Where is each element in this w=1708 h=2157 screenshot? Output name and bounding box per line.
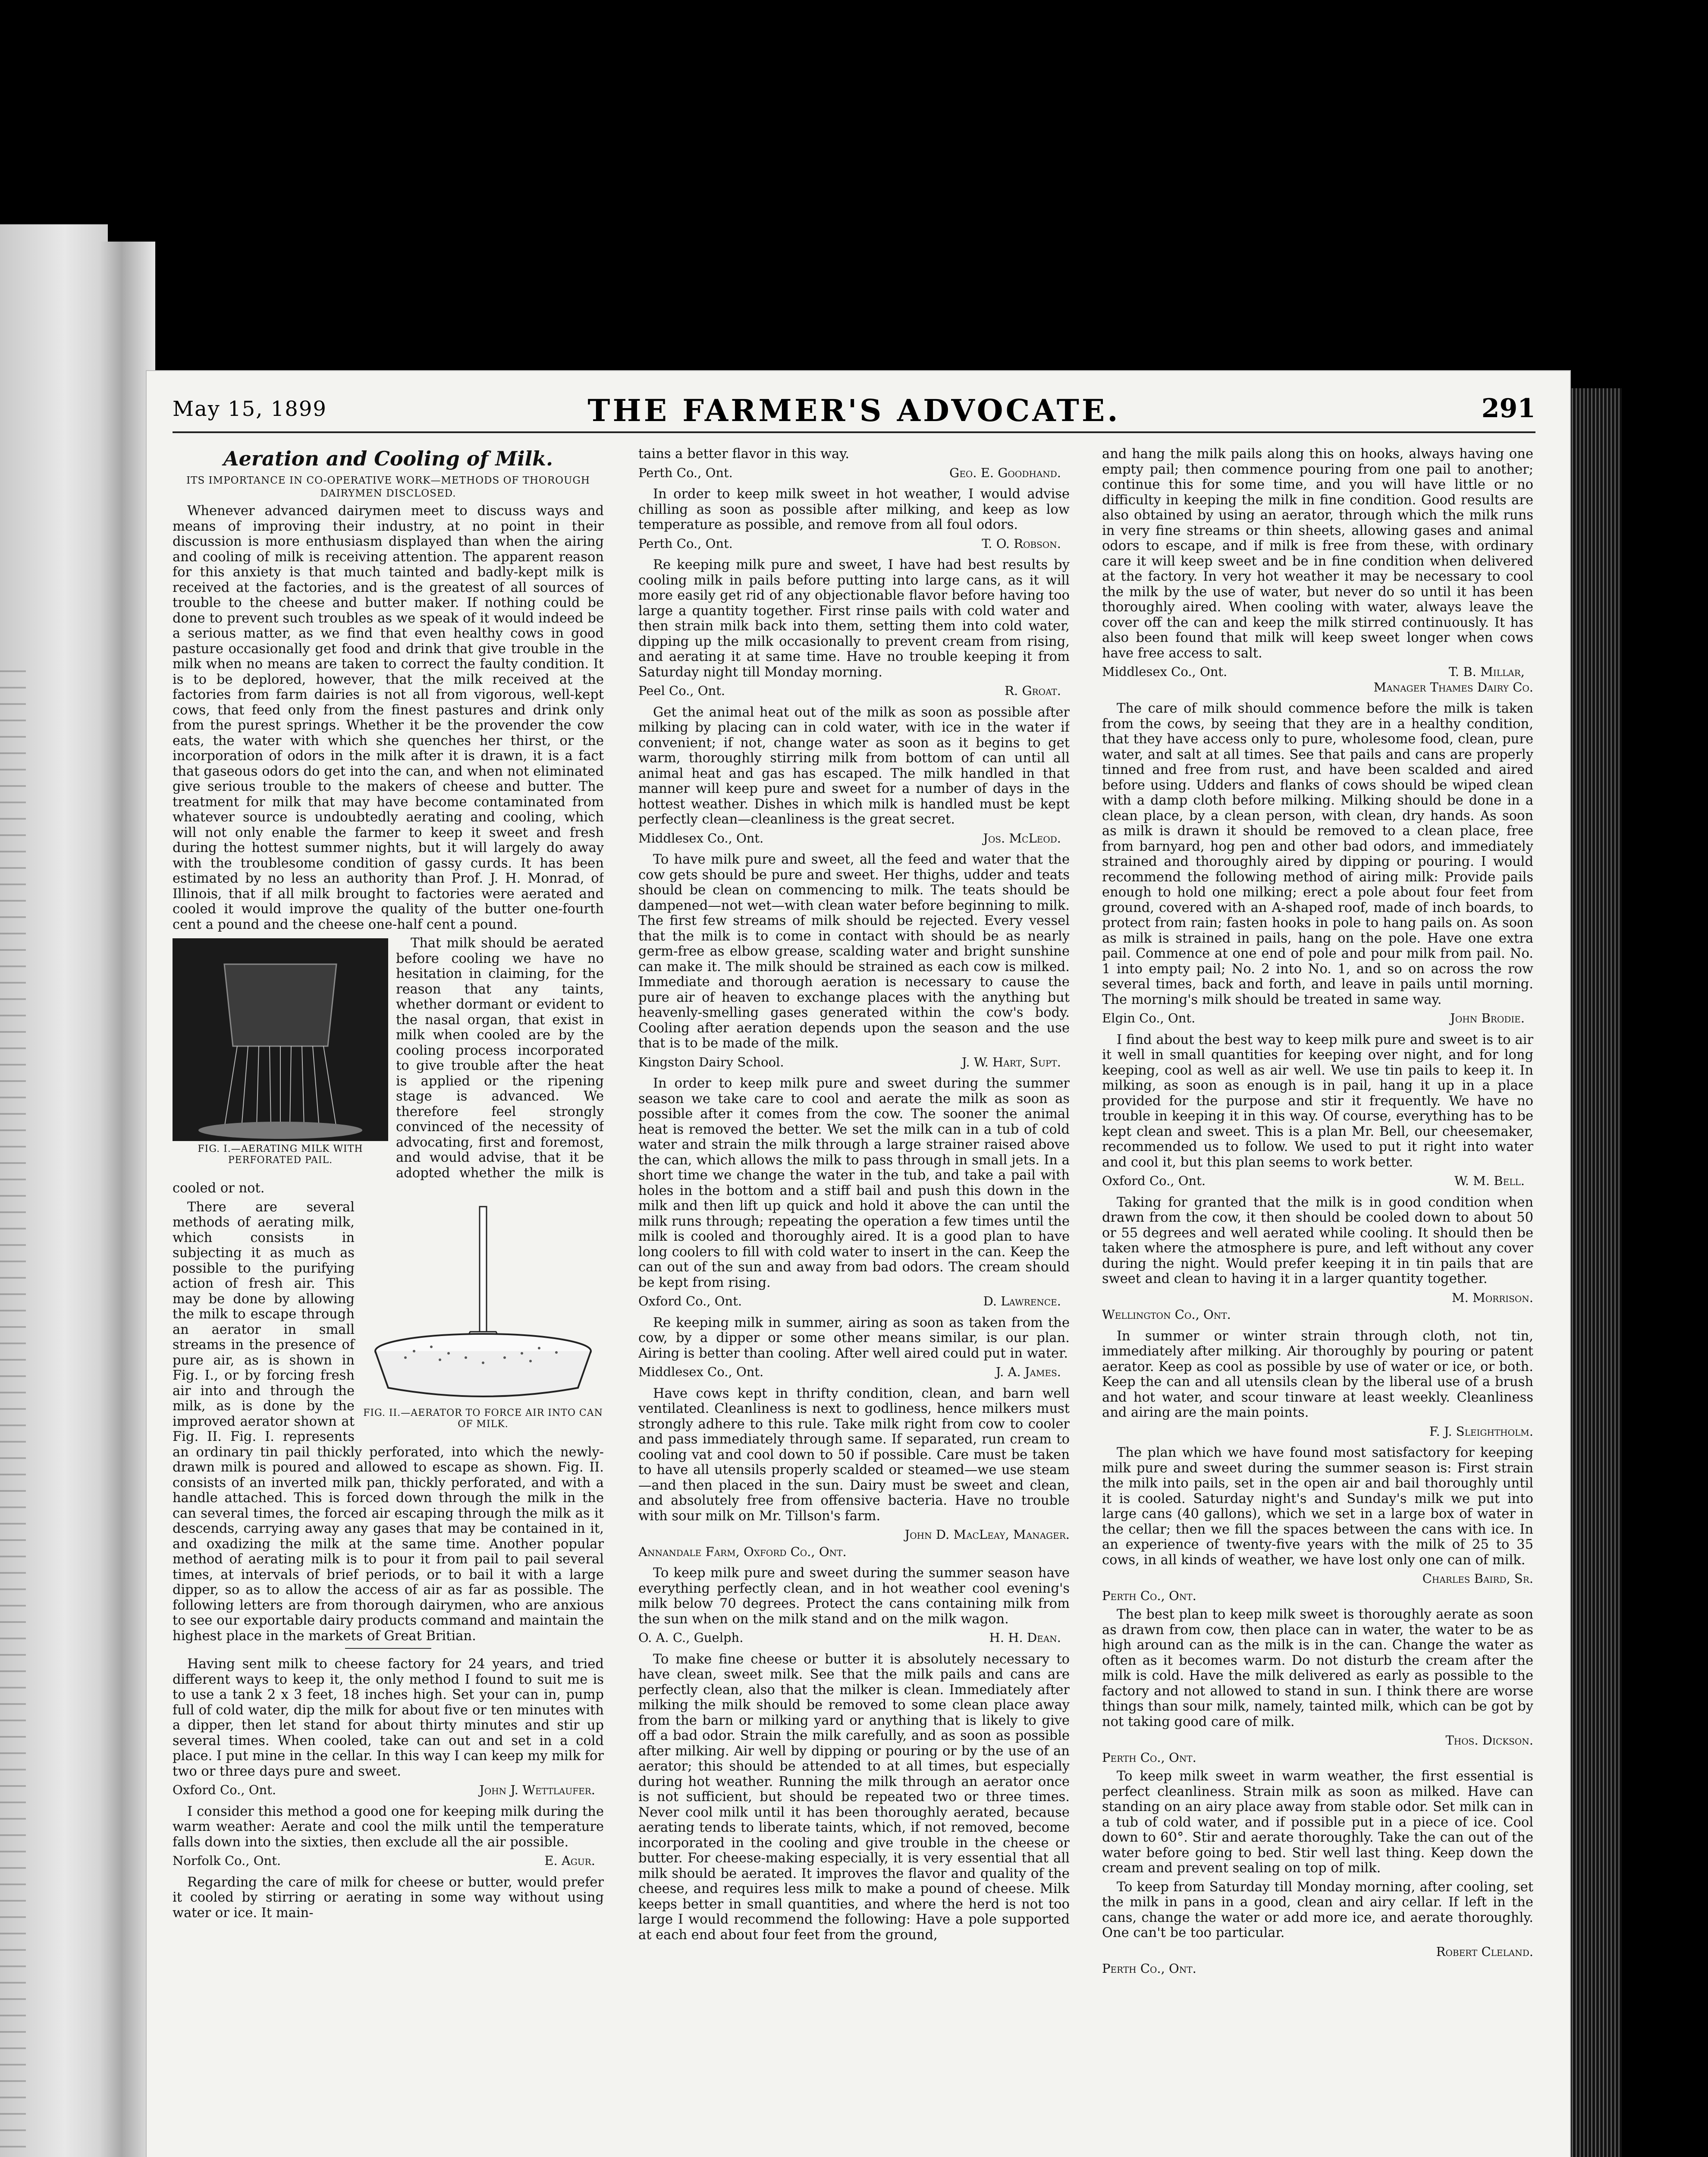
divider	[345, 1648, 431, 1649]
signature-name: F. J. Sleightholm.	[1429, 1424, 1533, 1439]
paragraph: Taking for granted that the milk is in good condition when drawn from the cow, it then should be cooled down to about 50 or 55 degrees and well aerated while cooling. It should then be taken where the atmosphere is pure, and left without any cover during the night. Would prefer keeping it in tin pails that are sweet and clean to having it in a larger quantity together.	[1102, 1195, 1533, 1286]
signature	[638, 536, 1070, 552]
column-2	[638, 446, 1070, 2157]
signature-place: Elgin Co., Ont.	[1102, 1011, 1196, 1025]
figure-1	[173, 938, 388, 1166]
paragraph: There are several methods of aerating milk, which consists in subjecting it as much as possible to the purifying action of fresh air. This may be done by allowing the milk to escape through an aerator in small streams in the presence of pure air, as is shown in Fig. I., or by forcing fresh air into and through the milk, as is done by the improved aerator shown at Fig. II. Fig. I. represents an ordinary tin pail thickly perforated, into which the newly-drawn milk is poured and allowed to escape as shown. Fig. II. consists of an inverted milk pan, thickly perforated, and with a handle attached. This is forced down through the milk in the can several times, the forced air escaping through the milk as it descends, carrying away any gases that may be contained in it, and oxadizing the milk at the same time. Another popular method of aerating milk is to pour it from pail to pail several times, at intervals of brief periods, or to bail it with a large dipper, so as to allow the access of air as far as possible. The following letters are from thorough dairymen, who are anxious to see our exportable dairy products command and maintain the highest place in the markets of Great Britian.	[173, 1199, 604, 1644]
paragraph: To keep from Saturday till Monday morning, after cooling, set the milk in pans in a good, clean and airy cellar. If left in the cans, change the water or add more ice, and aerate thoroughly. One can't be too particular.	[1102, 1879, 1533, 1940]
paragraph: I consider this method a good one for keeping milk during the warm weather: Aerate and cool the milk until the temperature falls down into the sixties, then exclude all the air possible.	[173, 1804, 604, 1850]
signature-name: John D. MacLeay, Manager.	[904, 1527, 1070, 1542]
figure-2	[362, 1202, 604, 1430]
signature	[638, 1055, 1070, 1070]
article-title: Aeration and Cooling of Milk.	[223, 447, 553, 470]
paragraph: Whenever advanced dairymen meet to discuss ways and means of improving their industry, at no point in their discussion is more enthusiasm displayed than when the airing and cooling of milk is receiving attention. The apparent reason for this anxiety is that much tainted and badly-kept milk is received at the factories, and is the greatest of all sources of trouble to the cheese and butter maker. If nothing could be done to prevent such troubles as we speak of it would indeed be a serious matter, as we find that even healthy cows in good pasture occasionally get food and drink that give trouble in the milk when no means are taken to correct the faulty condition. It is to be deplored, however, that the milk received at the factories from farm dairies is not all from vigorous, well-kept cows, that feed only from the finest pastures and drink only from the purest springs. Whether it be the provender the cow eats, the water with which she quenches her thirst, or the incorporation of odors in the milk after it is drawn, it is a fact that gaseous odors do get into the can, and when not eliminated give serious trouble to the makers of cheese and butter. The treatment for milk that may have become contaminated from whatever source is undoubtedly aerating and cooling, which will not only enable the farmer to keep it sweet and fresh during the hottest summer nights, but it will largely do away with the troublesome condition of gassy curds. It has been estimated by no less an authority than Prof. J. H. Monrad, of Illinois, that if all milk brought to factories were aerated and cooled it would improve the quality of the butter one-fourth cent a pound and the cheese one-half cent a pound.	[173, 503, 604, 932]
paragraph: and hang the milk pails along this on hooks, always having one empty pail; then commence pouring from one pail to another; continue this for some time, and you will have little or no difficulty in keeping the milk in fine condition. Good results are also obtained by using an aerator, through which the milk runs in very fine streams or thin sheets, allowing gases and animal odors to escape, and if milk is free from these, with ordinary care it will keep sweet and be in fine condition when delivered at the factory. In very hot weather it may be necessary to cool the milk by the use of water, but never do so until it has been thoroughly aired. When cooling with water, always leave the cover off the can and keep the milk stirred continuously. It has also been found that milk will keep sweet longer when cows have free access to salt.	[1102, 446, 1533, 661]
figure-1-image	[173, 938, 388, 1141]
signature-place: Kingston Dairy School.	[638, 1054, 784, 1069]
article-subtitle: ITS IMPORTANCE IN CO-OPERATIVE WORK—METHODS OF THOROUGH DAIRYMEN DISCLOSED.	[186, 475, 590, 499]
signature-name: W. M. Bell.	[1454, 1173, 1525, 1188]
signature	[638, 831, 1070, 846]
signature-place: Oxford Co., Ont.	[173, 1783, 276, 1797]
signature-place: Perth Co., Ont.	[638, 536, 733, 551]
signature	[173, 1783, 604, 1798]
column-1	[173, 446, 604, 2157]
signature-place: Perth Co., Ont.	[638, 465, 733, 480]
paragraph: To keep milk sweet in warm weather, the first essential is perfect cleanliness. Strain milk as soon as milked. Have can standing on an airy place away from stable odor. Set milk can in a tub of cold water, and if possible put in a piece of ice. Cool down to 60°. Stir and aerate thoroughly. Take the can out of the water before going to bed. Stir well last thing. Keep down the cream and prevent sealing on top of milk.	[1102, 1769, 1533, 1876]
issue-date: May 15, 1899	[173, 397, 327, 421]
figure-2-image	[362, 1202, 604, 1405]
paragraph: Re keeping milk in summer, airing as soon as taken from the cow, by a dipper or some other means similar, is our plan. Airing is better than cooling. After well aired could put in water.	[638, 1315, 1070, 1361]
signature	[638, 1365, 1070, 1380]
signature-place: Wellington Co., Ont.	[1102, 1307, 1231, 1322]
paragraph: In summer or winter strain through cloth, not tin, immediately after milking. Air thoroughly by pouring or patent aerator. Keep as cool as possible by use of water or ice, or both. Keep the can and all utensils clean by the liberal use of a brush and hot water, and scour tinware at least weekly. Cleanliness and airing are the main points.	[1102, 1328, 1533, 1420]
signature-place: Middlesex Co., Ont.	[638, 1365, 764, 1379]
signature-place: O. A. C., Guelph.	[638, 1630, 744, 1645]
figure-2-caption: FIG. II.—AERATOR TO FORCE AIR INTO CAN OF MILK.	[363, 1407, 603, 1430]
signature-name: Jos. McLeod.	[983, 830, 1061, 846]
paragraph: tains a better flavor in this way.	[638, 446, 850, 462]
signature-place: Perth Co., Ont.	[1102, 1961, 1196, 1976]
paragraph: To have milk pure and sweet, all the feed and water that the cow gets should be pure and sweet. Her thighs, udder and teats should be clean on commencing to milk. The teats should be dampened—not wet—with clean water before beginning to milk. The first few streams of milk should be rejected. Every vessel that the milk is to come in contact with should be as nearly germ-free as elbow grease, scalding water and bright sunshine can make it. The milk should be strained as each cow is milked. Immediate and thorough aeration is necessary to cause the pure air of heaven to exchange places with the anything but heavenly-smelling gases generated within the cow's body. Cooling after aeration depends upon the season and the use that is to be made of the milk.	[638, 852, 1070, 1051]
page-stack-edge	[1561, 388, 1622, 2157]
paragraph: That milk should be aerated before cooling we have no hesitation in claiming, for the reason that any taints, whether dormant or evident to the nasal organ, that exist in milk when cooled are by the cooling process incorporated to give trouble after the heat is applied or the ripening stage is advanced. We therefore feel strongly convinced of the necessity of advocating, first and foremost, and would advise, that it be adopted whether the milk is cooled or not.	[173, 936, 604, 1196]
signature-name: Charles Baird, Sr.	[1422, 1571, 1533, 1586]
signature-title: Manager Thames Dairy Co.	[1373, 679, 1533, 695]
paragraph: To make fine cheese or butter it is absolutely necessary to have clean, sweet milk. See that the milk pails and cans are perfectly clean, also that the milker is clean. Immediately after milking the milk should be removed to some clean place away from the barn or milking yard or anything that is likely to give off a bad odor. Strain the milk carefully, and as soon as possible after milking. Air well by dipping or pouring or by the use of an aerator; this should be attended to at all times, but especially during hot weather. Running the milk through an aerator once is not sufficient, but should be repeated two or three times. Never cool milk until it has been thoroughly aerated, because aerating tends to liberate taints, which, if not removed, become incorporated in the cooling and give trouble in the cheese or butter. For cheese-making especially, it is very essential that all milk should be aerated. It improves the flavor and quality of the cheese, and requires less milk to make a pound of cheese. Milk keeps better in small quantities, and where the herd is not too large I would recommend the following: Have a pole supported at each end about four feet from the ground,	[638, 1651, 1070, 1943]
signature-name: R. Groat.	[1005, 683, 1061, 698]
page-number: 291	[1481, 393, 1535, 424]
signature-name: J. A. James.	[995, 1365, 1061, 1379]
paragraph: Have cows kept in thrifty condition, clean, and barn well ventilated. Cleanliness is next to godliness, hence milkers must strongly adhere to this rule. Take milk right from cow to cooler and pass immediately through same. If separated, run cream to cooling vat and cool down to 50 if possible. Care must be taken to have all utensils properly scalded or steamed—we use steam—and then placed in the sun. Dairy must be sweet and clean, and absolutely free from offensive bacteria. Have no trouble with sour milk on Mr. Tillson's farm.	[638, 1386, 1070, 1524]
paragraph: In order to keep milk pure and sweet during the summer season we take care to cool and aerate the milk as soon as possible after it comes from the cow. The sooner the animal heat is removed the better. We set the milk can in a tub of cold water and strain the milk through a large strainer raised above the can, which allows the milk to pass through in small jets. In a short time we change the water in the tub, and take a pail with holes in the bottom and a stiff bail and push this down in the milk and then lift up quick and hold it above the can until the milk runs through; repeating the operation a few times until the milk is cooled and thoroughly aired. It is a good plan to have long coolers to fill with cold water to insert in the can. Keep the can out of the sun and away from bad odors. The cream should be kept from rising.	[638, 1076, 1070, 1290]
signature-place: Middlesex Co., Ont.	[1102, 664, 1228, 679]
signature-name: M. Morrison.	[1451, 1290, 1533, 1305]
left-page-edge	[0, 224, 108, 2157]
signature-name: John J. Wettlaufer.	[479, 1783, 595, 1797]
paragraph: Having sent milk to cheese factory for 24 years, and tried different ways to keep it, the only method I found to suit me is to use a tank 2 x 3 feet, 18 inches high. Set your can in, pump full of cold water, dip the milk for about five or ten minutes with a dipper, then let stand for about thirty minutes and stir up several times. When cooled, take can out and set in a cold place. I put mine in the cellar. In this way I can keep my milk for two or three days pure and sweet.	[173, 1657, 604, 1779]
signature	[173, 1853, 604, 1869]
signature	[638, 1630, 1070, 1646]
signature	[1102, 1011, 1533, 1026]
figure-1-caption: FIG. I.—AERATING MILK WITH PERFORATED PAIL.	[198, 1144, 363, 1166]
signature-place: Perth Co., Ont.	[1102, 1750, 1196, 1765]
signature-place: Middlesex Co., Ont.	[638, 830, 764, 846]
signature-name: J. W. Hart, Supt.	[962, 1054, 1061, 1069]
signature-place: Oxford Co., Ont.	[1102, 1173, 1206, 1188]
signature-name: Robert Cleland.	[1436, 1944, 1533, 1959]
paragraph: In order to keep milk sweet in hot weather, I would advise chilling as soon as possible after milking, and keep as low temperature as possible, and remove from all foul odors.	[638, 487, 1070, 532]
newspaper-page	[147, 371, 1570, 2157]
paragraph: The best plan to keep milk sweet is thoroughly aerate as soon as drawn from cow, then place can in water, the water to be as high around can as the milk is in the can. Change the water as often as it becomes warm. Do not disturb the cream after the milk is cold. Have the milk delivered as early as possible to the factory and not allowed to stand in sun. I think there are worse things than sour milk, namely, tainted milk, which can be got by not taking good care of milk.	[1102, 1607, 1533, 1729]
paragraph: Get the animal heat out of the milk as soon as possible after milking by placing can in cold water, with ice in the water if convenient; if not, change water as soon as it begins to get warm, thoroughly stirring milk from bottom of can until all animal heat and gas has escaped. The milk handled in that manner will keep pure and sweet for a number of days in the hottest weather. Dishes in which milk is handled must be kept perfectly clean—cleanliness is the great secret.	[638, 704, 1070, 827]
paragraph: To keep milk pure and sweet during the summer season have everything perfectly clean, and in hot weather cool evening's milk below 70 degrees. Protect the cans containing milk from the sun when on the milk stand and on the milk wagon.	[638, 1566, 1070, 1627]
signature-place: Annandale Farm, Oxford Co., Ont.	[638, 1544, 847, 1559]
signature-place: Norfolk Co., Ont.	[173, 1853, 281, 1868]
signature-place: Perth Co., Ont.	[1102, 1588, 1196, 1603]
signature-name: Thos. Dickson.	[1445, 1733, 1533, 1748]
signature-name: H. H. Dean.	[989, 1630, 1061, 1645]
paragraph: The care of milk should commence before the milk is taken from the cows, by seeing that they are in a healthy condition, that they have access only to pure, wholesome food, clean, pure water, and salt at all times. See that pails and cans are properly tinned and free from rust, and have been scalded and aired before using. Udders and flanks of cows should be wiped clean with a damp cloth before milking. Milking should be done in a clean place, by a clean person, with clean, dry hands. As soon as milk is drawn it should be removed to a clean place, free from barnyard, hog pen and other bad odors, and immediately strained and thoroughly aired by dipping or pouring. I would recommend the following method of airing milk: Provide pails enough to hold one milking; erect a pole about four feet from ground, covered with an A-shaped roof, made of inch boards, to protect from rain; fasten hooks in pole to hang pails on. As soon as milk is strained in pails, hang on the pole. Have one extra pail. Commence at one end of pole and pour milk from pail. No. 1 into empty pail; No. 2 into No. 1, and so on across the row several times, back and forth, and leave in pails until morning. The morning's milk should be treated in same way.	[1102, 701, 1533, 1007]
signature	[638, 1294, 1070, 1309]
publication-title: THE FARMER'S ADVOCATE.	[587, 393, 1121, 428]
signature-name: T. O. Robson.	[982, 536, 1061, 551]
signature-name: T. B. Millar,	[1448, 664, 1525, 679]
signature	[1102, 664, 1533, 680]
signature	[638, 683, 1070, 699]
signature-name: John Brodie.	[1450, 1011, 1525, 1025]
signature-name: Geo. E. Goodhand.	[949, 465, 1061, 480]
left-page-text-fragments	[0, 656, 26, 2157]
signature	[638, 465, 1070, 481]
signature-name: D. Lawrence.	[983, 1294, 1061, 1308]
signature	[1102, 1173, 1533, 1189]
signature-name: E. Agur.	[544, 1853, 595, 1868]
paragraph: Regarding the care of milk for cheese or butter, would prefer it cooled by stirring or aerating in some way without using water or ice. It main-	[173, 1874, 604, 1921]
page-header	[173, 393, 1535, 433]
paragraph: Re keeping milk pure and sweet, I have had best results by cooling milk in pails before putting into large cans, as it will more easily get rid of any objectionable flavor before having too large a quantity together. First rinse pails with cold water and then strain milk back into them, setting them into cold water, dipping up the milk occasionally to prevent cream from rising, and aerating it at same time. Have no trouble keeping it from Saturday night till Monday morning.	[638, 557, 1070, 680]
paragraph: I find about the best way to keep milk pure and sweet is to air it well in small quantities for keeping over night, and for long keeping, cool as well as air well. We use tin pails to keep it. In milking, as soon as enough is in pail, hang it up in a place provided for the purpose and stir it frequently. We have no trouble in keeping it in this way. Of course, everything has to be kept clean and sweet. This is a plan Mr. Bell, our cheesemaker, recommended us to follow. We used to put it right into water and cool it, but this plan seems to work better.	[1102, 1032, 1533, 1170]
signature-place: Peel Co., Ont.	[638, 683, 725, 698]
signature-place: Oxford Co., Ont.	[638, 1294, 742, 1308]
paragraph: The plan which we have found most satisfactory for keeping milk pure and sweet during the summer season is: First strain the milk into pails, set in the open air and bail thoroughly until it is cooled. Saturday night's and Sunday's milk we put into large cans (40 gallons), which we set in a large box of water in the cellar; then we fill the spaces between the cans with ice. In an experience of twenty-five years with the milk of 25 to 35 cows, in all kinds of weather, we have lost only one can of milk.	[1102, 1445, 1533, 1568]
column-3	[1102, 446, 1533, 2157]
